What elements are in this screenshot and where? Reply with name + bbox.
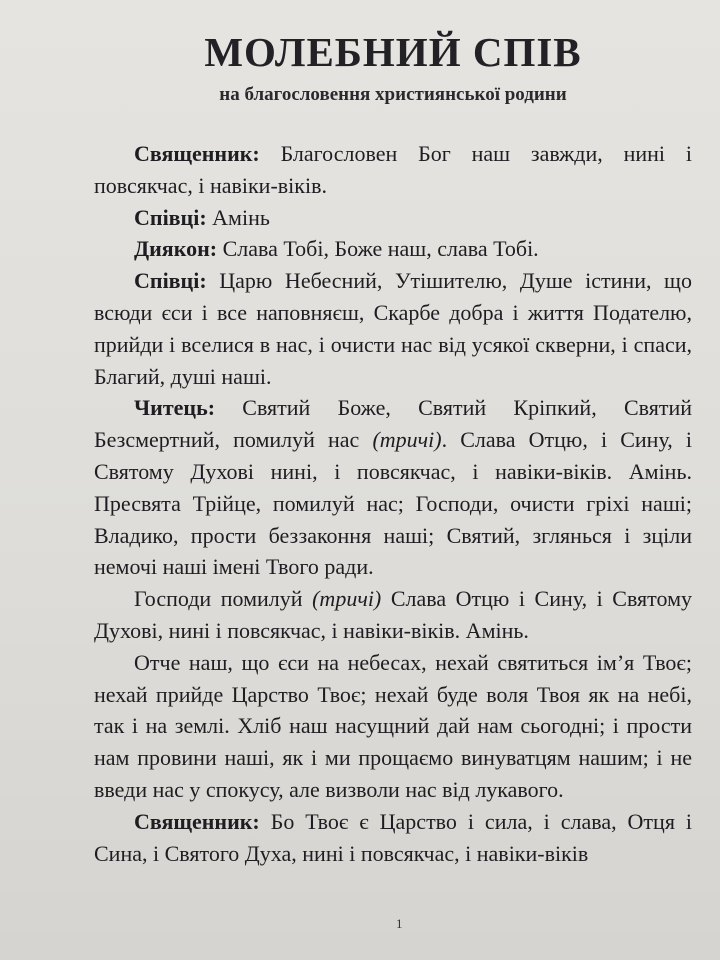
speaker-label: Співці: [134,268,207,294]
paragraph [94,647,692,806]
paragraph [94,138,692,202]
speaker-label: Читець: [134,395,216,421]
paragraph-text: Слава Отцю і Сину, і Святому Духові, нині і повсякчас, і навіки-віків. Амінь. [94,586,692,643]
speaker-label: Співці: [134,204,207,230]
paragraph [94,583,692,647]
page-title: МОЛЕБНИЙ СПІВ [204,29,582,75]
page-number: 1 [396,916,403,931]
rubric-note: (тричі) [312,586,382,612]
paragraph-text: Слава Тобі, Боже наш, слава Тобі. [217,236,539,262]
paragraph-text: Святий Боже, Святий Кріпкий, Святий Безсмертний, помилуй нас [94,395,692,453]
paragraph-text: Господи помилуй [134,586,313,612]
paragraph-text: Амінь [206,204,270,230]
paragraph-text: Отче наш, що єси на небесах, нехай святиться ім’я Твоє; нехай прийде Царство Твоє; нехай буде воля Твоя як на небі, так і на землі. Хліб наш насущний дай нам сьогодні; і прости нам провини наші, як і ми прощаємо винуватцям нашим; і не введи нас у спокусу, але визволи нас від лукавого. [94,649,692,802]
rubric-note: (тричі) [372,427,442,453]
paragraph [94,202,692,234]
speaker-label: Диякон: [134,236,218,262]
paragraph [94,806,692,870]
speaker-label: Священник: [134,141,260,166]
paragraph-text: Царю Небесний, Утішителю, Душе істини, що всюди єси і все наповняєш, Скарбе добра і життя Подателю, прийди і вселися в нас, і очисти нас від усякої скверни, і спаси, Благий, душі наші. [94,268,692,389]
paragraph-text: . Слава Отцю, і Сину, і Святому Духові нині, і повсякчас, і навіки-віків. Амінь. Пресвята Трійце, помилуй нас; Господи, очисти гріхі наші; Владико, прости беззаконня наші; Святий, зглянься і зціли немочі наші імені Твого ради. [94,427,692,580]
paragraph [94,392,692,583]
paragraph [94,233,692,265]
paragraph-text: Благословен Бог наш завжди, нині і повсякчас, і навіки-віків. [94,141,692,198]
page-subtitle: на благословення християнської родини [219,84,567,105]
paragraph [94,265,692,392]
document-body [94,138,692,869]
paragraph-text: Бо Твоє є Царство і сила, і слава, Отця і Сина, і Святого Духа, нині і повсякчас, і навіки-віків [94,808,692,866]
speaker-label: Священник: [134,808,260,834]
